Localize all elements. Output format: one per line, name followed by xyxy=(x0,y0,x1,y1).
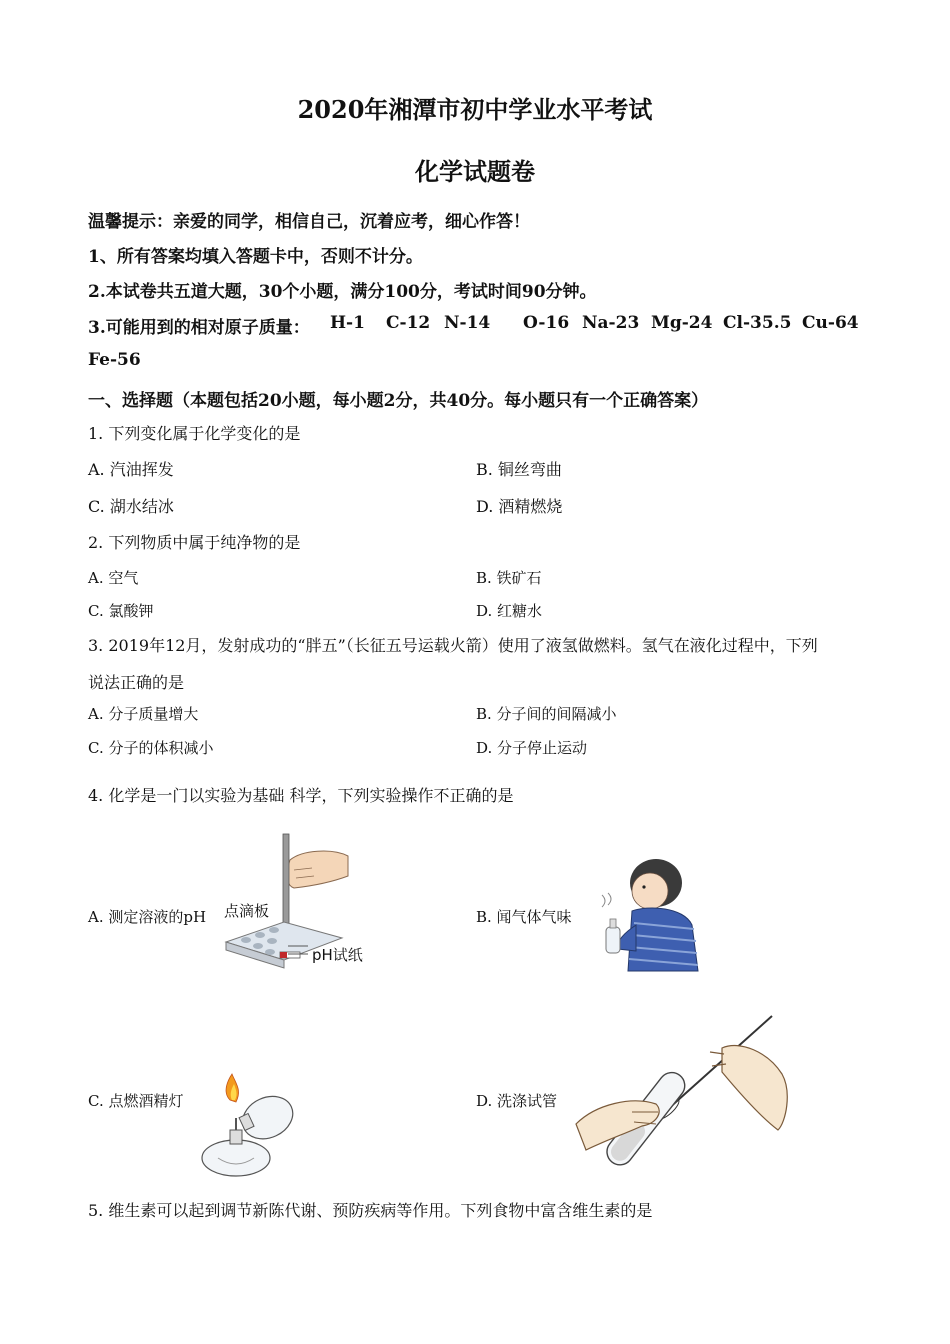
q2-option-a: A. 空气 xyxy=(88,569,139,587)
q2-option-c: C. 氯酸钾 xyxy=(88,602,154,620)
tip-line: 温馨提示：亲爱的同学，相信自己，沉着应考，细心作答！ xyxy=(88,212,530,232)
q1-stem: 1. 下列变化属于化学变化的是 xyxy=(88,424,301,443)
q3-stem-line2: 说法正确的是 xyxy=(88,673,185,692)
q1-option-c: C. 湖水结冰 xyxy=(88,497,174,516)
q4-option-b: B. 闻气体气味 xyxy=(476,908,572,926)
q3-option-a: A. 分子质量增大 xyxy=(88,705,199,723)
q1-option-b: B. 铜丝弯曲 xyxy=(476,460,562,479)
mass-fe: Fe-56 xyxy=(88,350,141,370)
q4-stem: 4. 化学是一门以实验为基础 科学，下列实验操作不正确的是 xyxy=(88,786,514,805)
q3-option-d: D. 分子停止运动 xyxy=(476,739,588,757)
mass-cu: Cu-64 xyxy=(802,313,859,333)
page-title: 2020年湘潭市初中学业水平考试 xyxy=(297,95,653,124)
q4-option-c: C. 点燃酒精灯 xyxy=(88,1092,184,1110)
q2-stem: 2. 下列物质中属于纯净物的是 xyxy=(88,533,301,552)
q2-option-b: B. 铁矿石 xyxy=(476,569,542,587)
note-2: 2.本试卷共五道大题，30个小题，满分100分，考试时间90分钟。 xyxy=(88,282,597,302)
q5-stem: 5. 维生素可以起到调节新陈代谢、预防疾病等作用。下列食物中富含维生素的是 xyxy=(88,1201,653,1220)
mass-mg: Mg-24 xyxy=(651,313,713,333)
mass-o: O-16 xyxy=(523,313,570,333)
section-heading: 一、选择题（本题包括20小题，每小题2分，共40分。每小题只有一个正确答案） xyxy=(88,391,709,411)
ph-paper-label: pH试纸 xyxy=(312,946,363,964)
q1-option-a: A. 汽油挥发 xyxy=(88,460,174,479)
q1-option-d: D. 酒精燃烧 xyxy=(476,497,563,516)
q4-option-a: A. 测定溶液的pH xyxy=(88,908,207,926)
smelling-gas-figure xyxy=(588,855,708,975)
alcohol-lamp-figure xyxy=(196,1074,306,1180)
note-3-prefix: 3.可能用到的相对原子质量： xyxy=(88,318,310,338)
spot-plate-label: 点滴板 xyxy=(224,902,270,920)
mass-cl: Cl-35.5 xyxy=(723,313,792,333)
mass-c: C-12 xyxy=(386,313,431,333)
mass-h: H-1 xyxy=(330,313,365,333)
q4-option-d: D. 洗涤试管 xyxy=(476,1092,558,1110)
q3-option-b: B. 分子间的间隔减小 xyxy=(476,705,617,723)
page-subtitle: 化学试题卷 xyxy=(415,157,535,186)
q3-option-c: C. 分子的体积减小 xyxy=(88,739,214,757)
mass-na: Na-23 xyxy=(582,313,640,333)
q2-option-d: D. 红糖水 xyxy=(476,602,543,620)
mass-n: N-14 xyxy=(444,313,491,333)
q3-stem-line1: 3. 2019年12月，发射成功的“胖五”（长征五号运载火箭）使用了液氢做燃料。氢气在液化过程中，下列 xyxy=(88,636,818,655)
washing-tube-figure xyxy=(572,1012,800,1180)
note-1: 1、所有答案均填入答题卡中，否则不计分。 xyxy=(88,247,423,267)
